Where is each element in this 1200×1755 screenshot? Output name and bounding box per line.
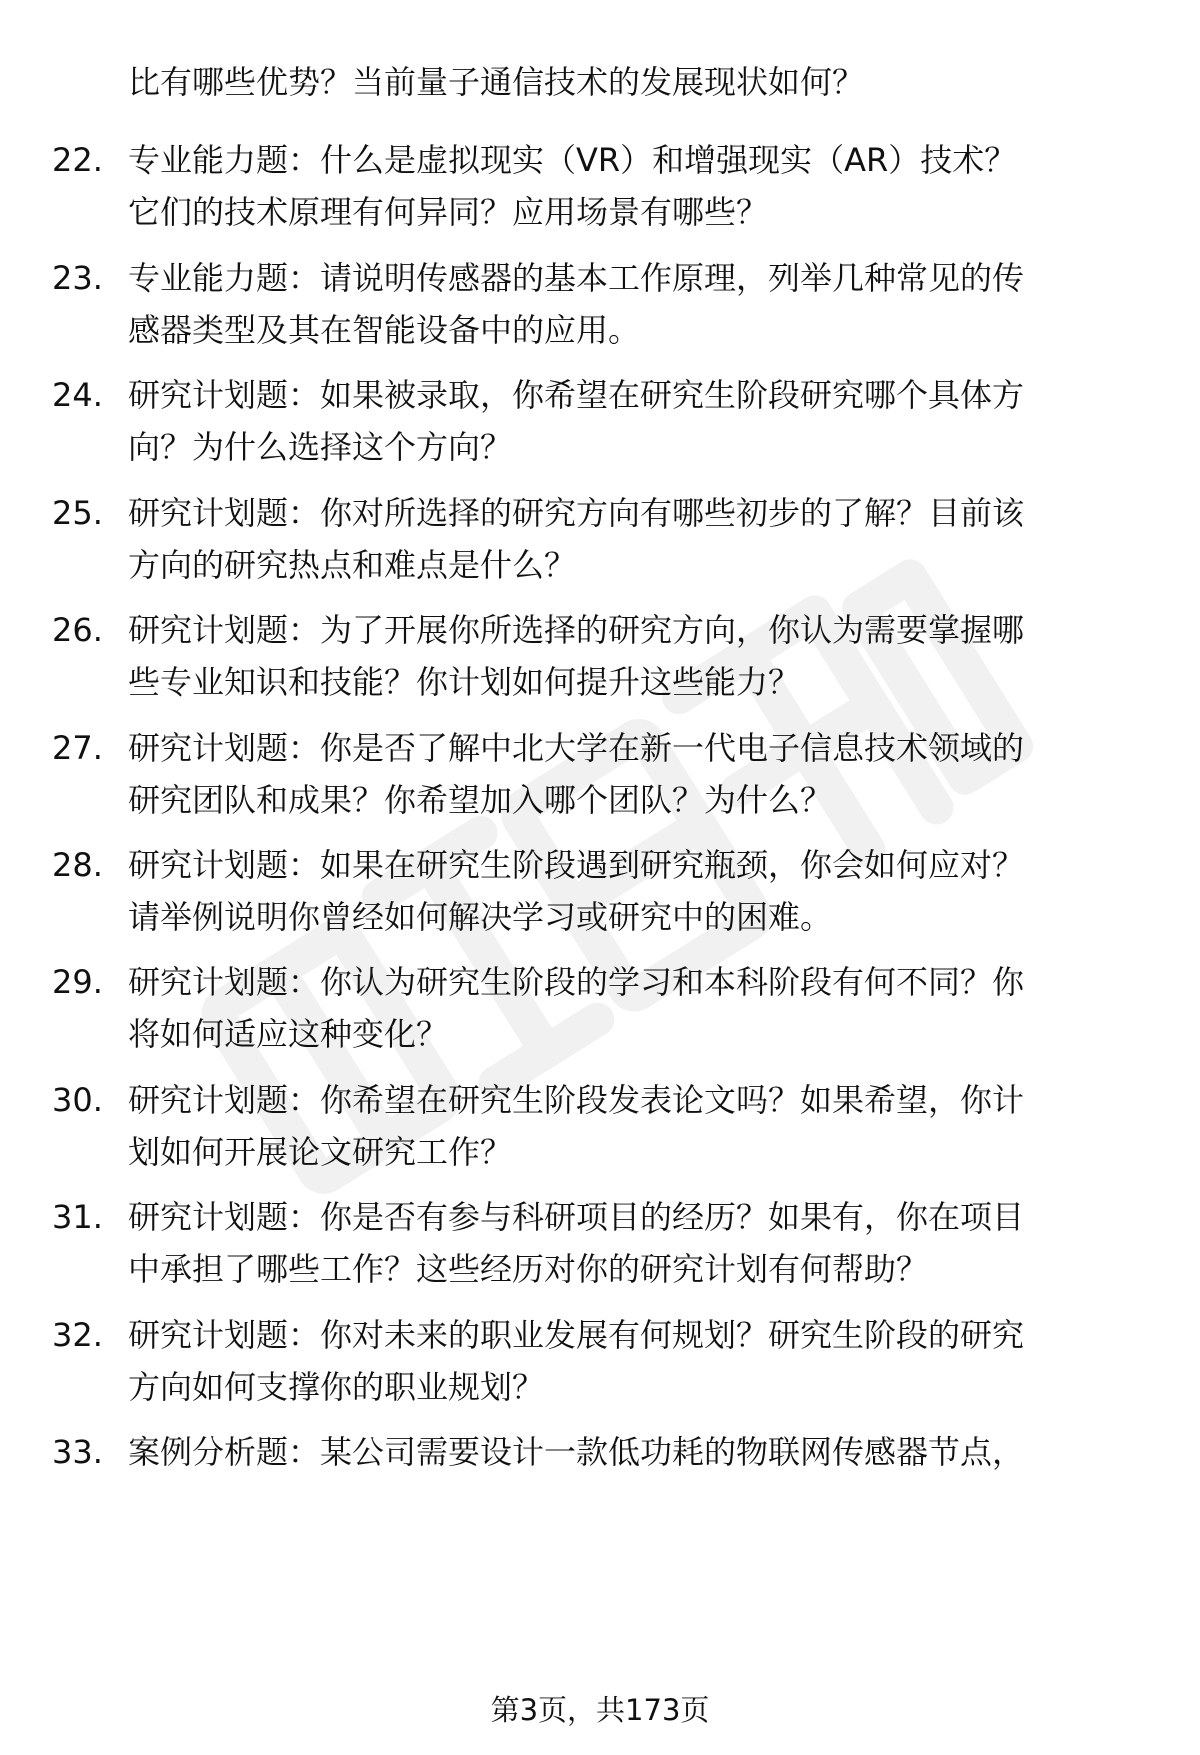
- question-item: [0, 841, 1200, 961]
- question-text-line: 将如何适应这种变化？: [128, 1015, 449, 1053]
- question-item: [0, 136, 1200, 256]
- page-footer: 第3页，共173页: [490, 1693, 710, 1727]
- question-number: 32.: [52, 1316, 103, 1354]
- question-text-line: 专业能力题：什么是虚拟现实（VR）和增强现实（AR）技术？: [128, 141, 1017, 179]
- question-number: 28.: [52, 846, 103, 884]
- question-number: 31.: [52, 1198, 103, 1236]
- question-item: [0, 606, 1200, 726]
- question-item: [0, 489, 1200, 609]
- question-item: [0, 254, 1200, 374]
- question-text-line: 研究计划题：你希望在研究生阶段发表论文吗？如果希望，你计: [128, 1081, 1025, 1119]
- question-item: [0, 724, 1200, 844]
- question-text-line: 研究计划题：如果在研究生阶段遇到研究瓶颈，你会如何应对？: [128, 846, 1025, 884]
- question-text-line: 研究计划题：你对所选择的研究方向有哪些初步的了解？目前该: [128, 494, 1025, 532]
- question-text-line: 研究计划题：如果被录取，你希望在研究生阶段研究哪个具体方: [128, 376, 1025, 414]
- question-text-line: 向？为什么选择这个方向？: [128, 428, 513, 466]
- question-text-line: 方向如何支撑你的职业规划？: [128, 1368, 545, 1406]
- question-number: 26.: [52, 611, 103, 649]
- question-text-line: 研究计划题：你认为研究生阶段的学习和本科阶段有何不同？你: [128, 963, 1025, 1001]
- question-text-line: 中承担了哪些工作？这些经历对你的研究计划有何帮助？: [128, 1250, 929, 1288]
- question-item: [0, 1193, 1200, 1313]
- question-text-line: 研究计划题：你是否有参与科研项目的经历？如果有，你在项目: [128, 1198, 1025, 1236]
- question-text-line: 研究团队和成果？你希望加入哪个团队？为什么？: [128, 781, 833, 819]
- question-item: [0, 1428, 1200, 1548]
- question-item: [0, 1076, 1200, 1196]
- question-number: 24.: [52, 376, 103, 414]
- question-number: 29.: [52, 963, 103, 1001]
- question-number: 30.: [52, 1081, 103, 1119]
- continuation-line: 比有哪些优势？当前量子通信技术的发展现状如何？: [128, 63, 865, 101]
- question-text-line: 研究计划题：你是否了解中北大学在新一代电子信息技术领域的: [128, 729, 1025, 767]
- question-text-line: 它们的技术原理有何异同？应用场景有哪些？: [128, 193, 769, 231]
- question-item: [0, 371, 1200, 491]
- question-number: 23.: [52, 259, 103, 297]
- question-text-line: 请举例说明你曾经如何解决学习或研究中的困难。: [128, 898, 833, 936]
- question-number: 25.: [52, 494, 103, 532]
- question-number: 33.: [52, 1433, 103, 1471]
- question-text-line: 划如何开展论文研究工作？: [128, 1133, 513, 1171]
- question-text-line: 研究计划题：你对未来的职业发展有何规划？研究生阶段的研究: [128, 1316, 1025, 1354]
- question-number: 27.: [52, 729, 103, 767]
- question-text-line: 些专业知识和技能？你计划如何提升这些能力？: [128, 663, 801, 701]
- question-text-line: 方向的研究热点和难点是什么？: [128, 546, 577, 584]
- question-text-line: 案例分析题：某公司需要设计一款低功耗的物联网传感器节点，: [128, 1433, 1025, 1471]
- question-item: [0, 958, 1200, 1078]
- question-text-line: 专业能力题：请说明传感器的基本工作原理，列举几种常见的传: [128, 259, 1025, 297]
- question-text-line: 研究计划题：为了开展你所选择的研究方向，你认为需要掌握哪: [128, 611, 1025, 649]
- question-text-line: 感器类型及其在智能设备中的应用。: [128, 311, 641, 349]
- question-item: [0, 1311, 1200, 1431]
- question-number: 22.: [52, 141, 103, 179]
